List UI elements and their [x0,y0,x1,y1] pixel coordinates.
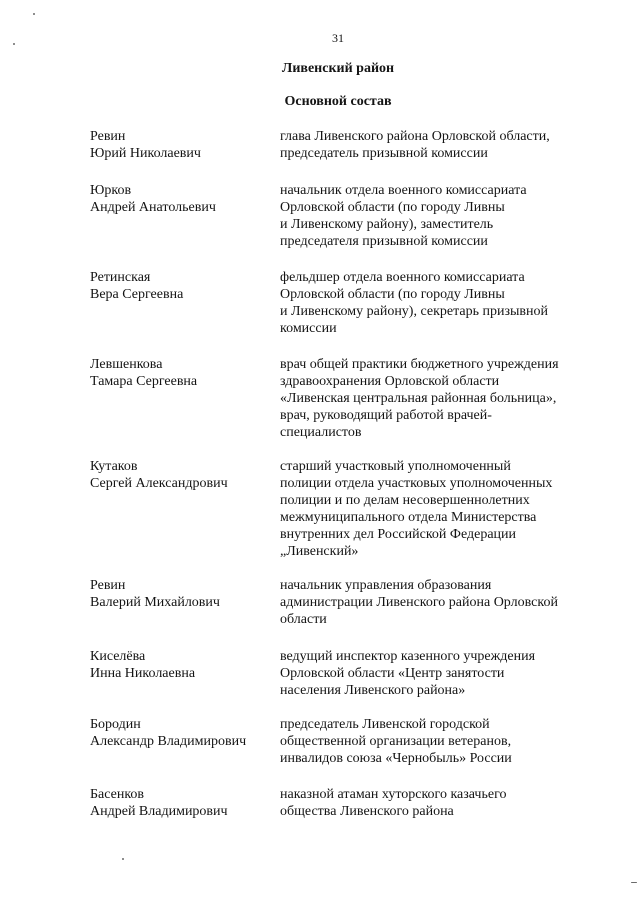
member-name [90,182,275,216]
member-given-names: Александр Владимирович [90,734,247,749]
member-role [280,716,600,767]
member-role-line: общества Ливенского района [280,804,454,819]
member-role-line: фельдшер отдела военного комиссариата [280,270,525,285]
scan-dot [122,858,124,860]
member-role-line: глава Ливенского района Орловской области, [280,129,550,144]
member-surname: Ретинская [90,270,151,285]
member-given-names: Валерий Михайлович [90,595,220,610]
member-surname: Юрков [90,183,132,198]
member-surname: Левшенкова [90,357,163,372]
section-title: Основной состав [284,94,392,109]
page-number: 31 [332,31,344,45]
member-role-line: старший участковый уполномоченный [280,459,511,474]
member-role [280,577,600,628]
member-name [90,458,275,492]
member-name [90,786,275,820]
member-role-line: населения Ливенского района» [280,683,466,698]
member-role-line: и Ливенскому району), секретарь призывной [280,304,548,319]
member-surname: Ревин [90,129,126,144]
member-role [280,356,600,441]
member-given-names: Инна Николаевна [90,666,196,681]
member-role-line: области [280,612,327,627]
member-role-line: Орловской области (по городу Ливны [280,200,505,215]
member-given-names: Андрей Владимирович [90,804,228,819]
member-role-line: Орловской области (по городу Ливны [280,287,505,302]
member-role-line: „Ливенский» [280,544,359,559]
member-role-line: начальник отдела военного комиссариата [280,183,527,198]
member-role-line: «Ливенская центральная районная больница», [280,391,557,406]
member-surname: Басенков [90,787,145,802]
member-given-names: Юрий Николаевич [90,146,201,161]
member-role-line: врач общей практики бюджетного учреждения [280,357,559,372]
member-name [90,716,275,750]
member-role [280,182,600,250]
member-role-line: внутренних дел Российской Федерации [280,527,517,542]
scan-dot [33,13,35,15]
member-role-line: ведущий инспектор казенного учреждения [280,649,536,664]
member-role [280,786,600,820]
member-role-line: здравоохранения Орловской области [280,374,500,389]
member-surname: Бородин [90,717,141,732]
member-role-line: председатель призывной комиссии [280,146,488,161]
member-role-line: полиции и по делам несовершеннолетних [280,493,530,508]
member-role-line: врач, руководящий работой врачей- [280,408,492,423]
member-role-line: инвалидов союза «Чернобыль» России [280,751,512,766]
member-role-line: начальник управления образования [280,578,492,593]
member-role-line: полиции отдела участковых уполномоченных [280,476,553,491]
member-name [90,577,275,611]
member-role [280,458,600,560]
district-title: Ливенский район [281,61,395,76]
member-role-line: комиссии [280,321,337,336]
member-role [280,269,600,337]
member-name [90,356,275,390]
member-given-names: Сергей Александрович [90,476,228,491]
member-role-line: Орловской области «Центр занятости [280,666,505,681]
member-role-line: председателя призывной комиссии [280,234,488,249]
member-role-line: межмуниципального отдела Министерства [280,510,537,525]
member-role [280,128,600,162]
member-name [90,128,275,162]
member-name [90,269,275,303]
member-role-line: председатель Ливенской городской [280,717,490,732]
member-given-names: Вера Сергеевна [90,287,184,302]
member-given-names: Тамара Сергеевна [90,374,198,389]
member-name [90,648,275,682]
member-role-line: и Ливенскому району), заместитель [280,217,494,232]
member-given-names: Андрей Анатольевич [90,200,216,215]
member-role-line: специалистов [280,425,362,440]
member-role [280,648,600,699]
scan-dot [631,882,637,883]
member-role-line: наказной атаман хуторского казачьего [280,787,507,802]
member-role-line: администрации Ливенского района Орловской [280,595,558,610]
member-surname: Ревин [90,578,126,593]
member-role-line: общественной организации ветеранов, [280,734,512,749]
member-surname: Киселёва [90,649,146,664]
member-surname: Кутаков [90,459,138,474]
